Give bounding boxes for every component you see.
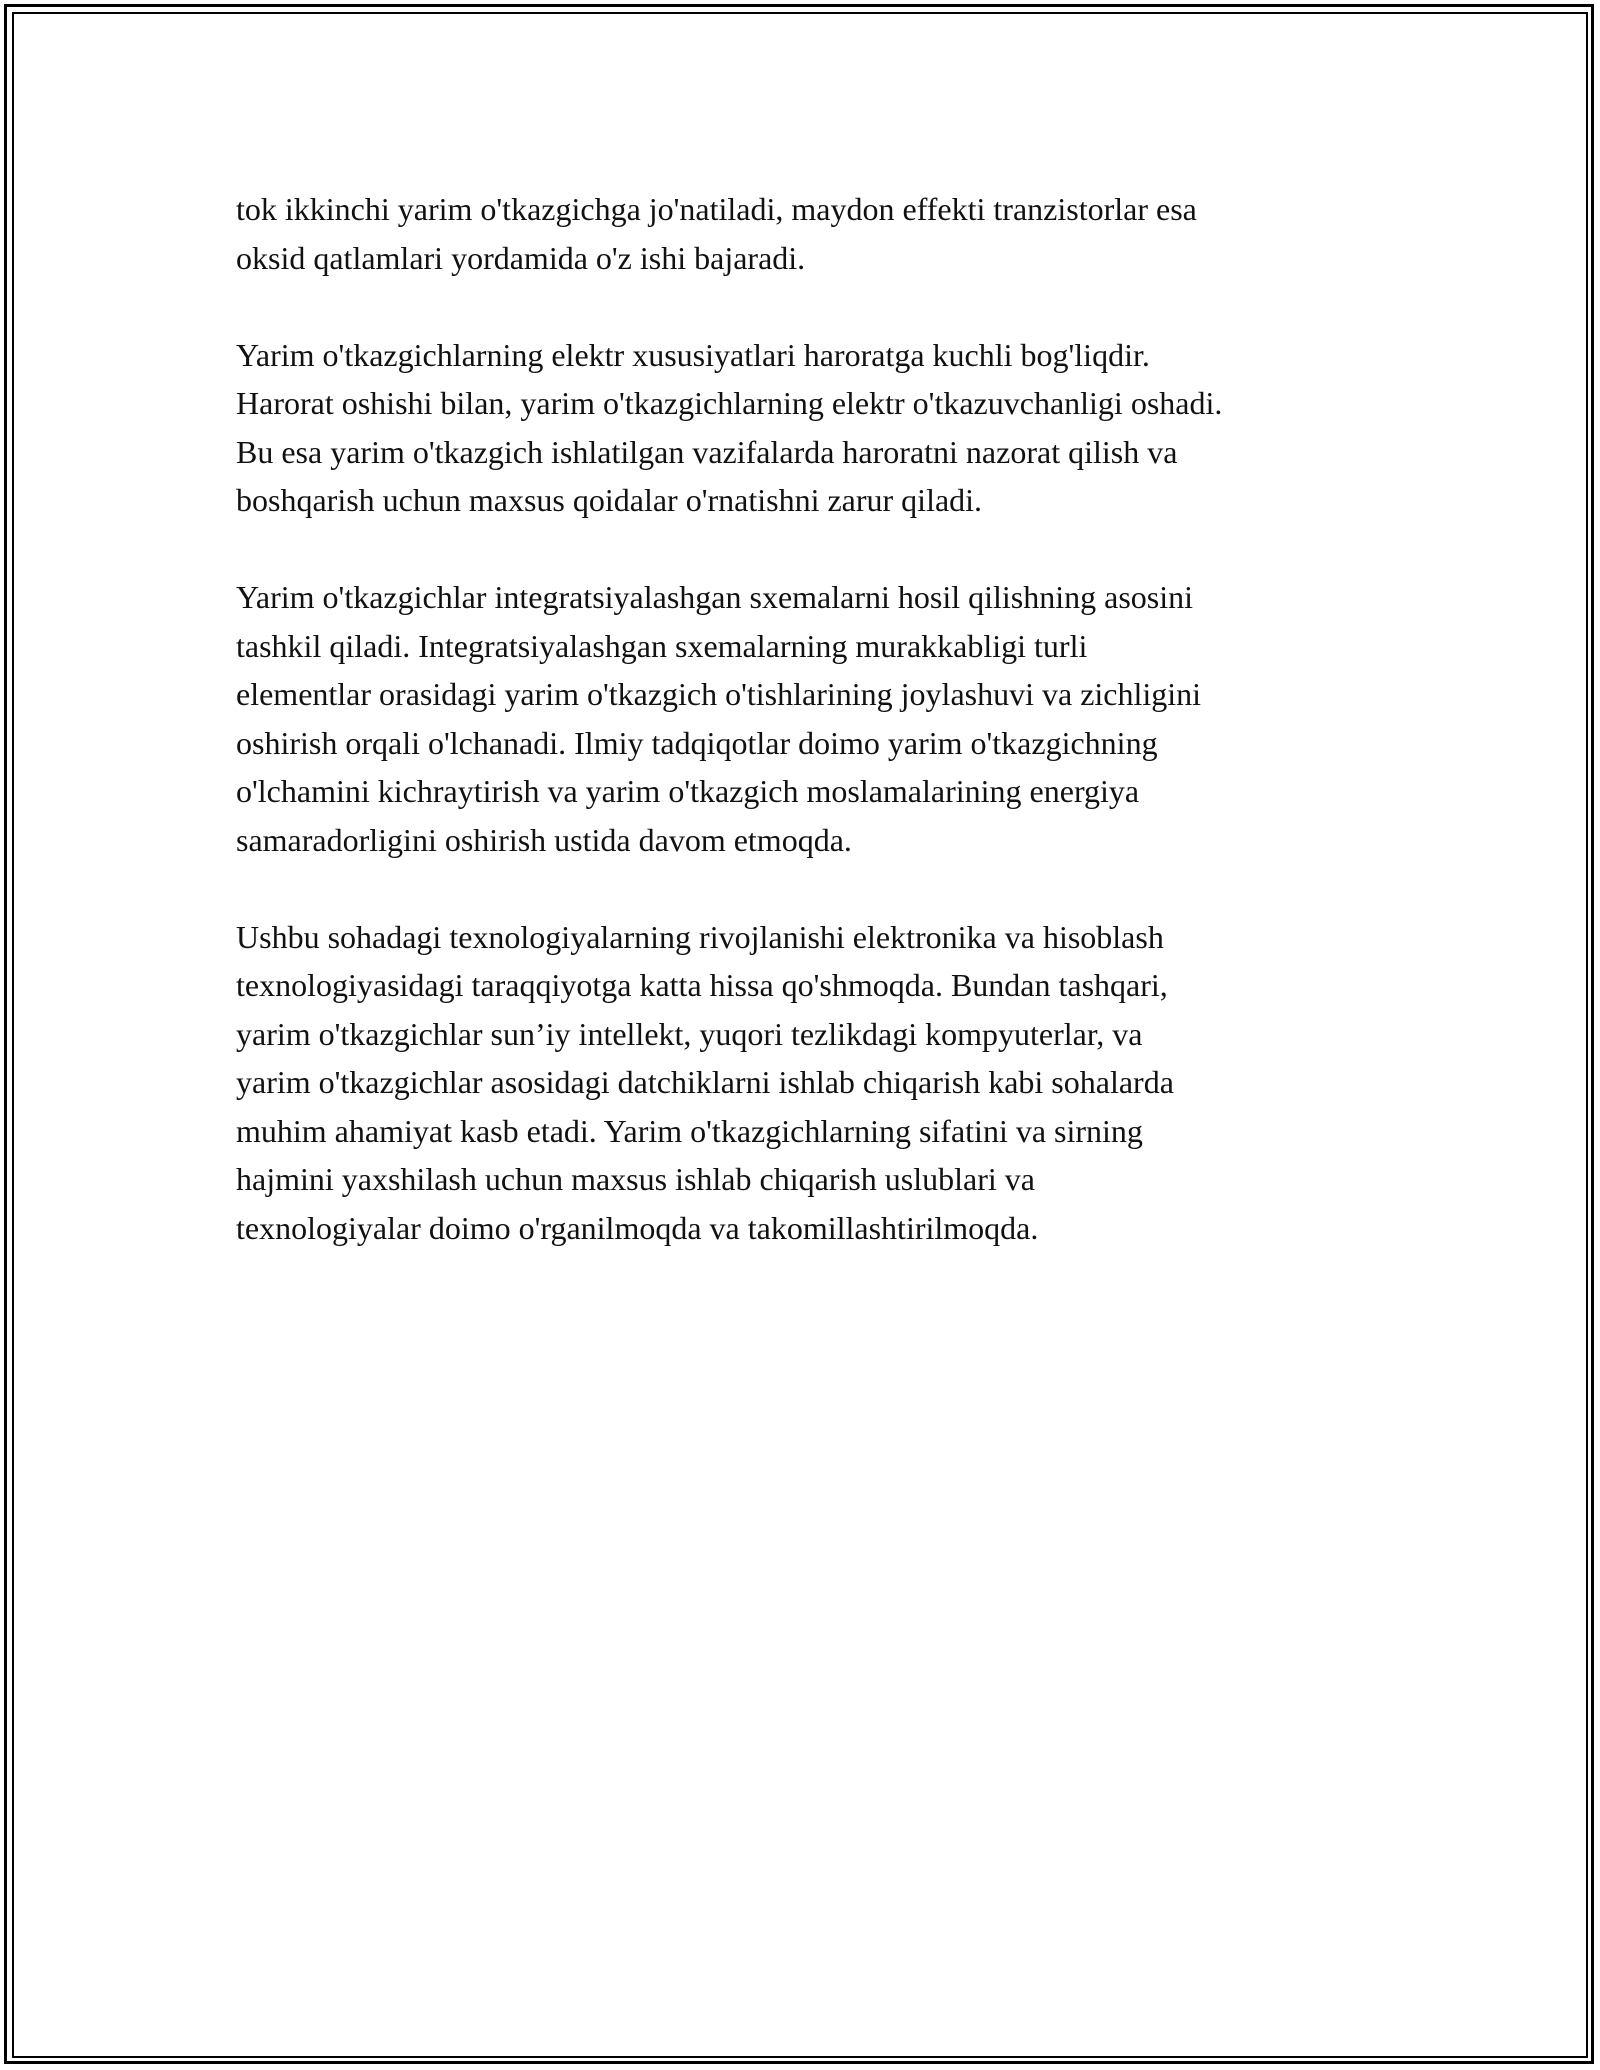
paragraph-2: Yarim o'tkazgichlarning elektr xususiyatlari haroratga kuchli bog'liqdir. Harorat oshishi bilan, yarim o'tkazgichlarning elektr o'tkazuvchanligi oshadi. Bu esa yarim o'tkazgich ishlatilgan vazifalarda haroratni nazorat qilish va boshqarish uchun maxsus qoidalar o'rnatishni zarur qiladi.	[236, 336, 1223, 518]
paragraph-1: tok ikkinchi yarim o'tkazgichga jo'natiladi, maydon effekti tranzistorlar esa oksid qatlamlari yordamida o'z ishi bajaradi.	[236, 191, 1197, 276]
document-body	[236, 185, 1386, 1301]
paragraph-3: Yarim o'tkazgichlar integratsiyalashgan sxemalarni hosil qilishning asosini tashkil qiladi. Integratsiyalashgan sxemalarning murakkabligi turli elementlar orasidagi yarim o'tkazgich o'tishlarining joylashuvi va zichligini oshirish orqali o'lchanadi. Ilmiy tadqiqotlar doimo yarim o'tkazgichning o'lchamini kichraytirish va yarim o'tkazgich moslamalarining energiya samaradorligini oshirish ustida davom etmoqda.	[236, 579, 1202, 858]
paragraph-4: Ushbu sohadagi texnologiyalarning rivojlanishi elektronika va hisoblash texnologiyasidagi taraqqiyotga katta hissa qo'shmoqda. Bundan tashqari, yarim o'tkazgichlar sun’iy intellekt, yuqori tezlikdagi kompyuterlar, va yarim o'tkazgichlar asosidagi datchiklarni ishlab chiqarish kabi sohalarda muhim ahamiyat kasb etadi. Yarim o'tkazgichlarning sifatini va sirning hajmini yaxshilash uchun maxsus ishlab chiqarish uslublari va texnologiyalar doimo o'rganilmoqda va takomillashtirilmoqda.	[236, 918, 1174, 1246]
